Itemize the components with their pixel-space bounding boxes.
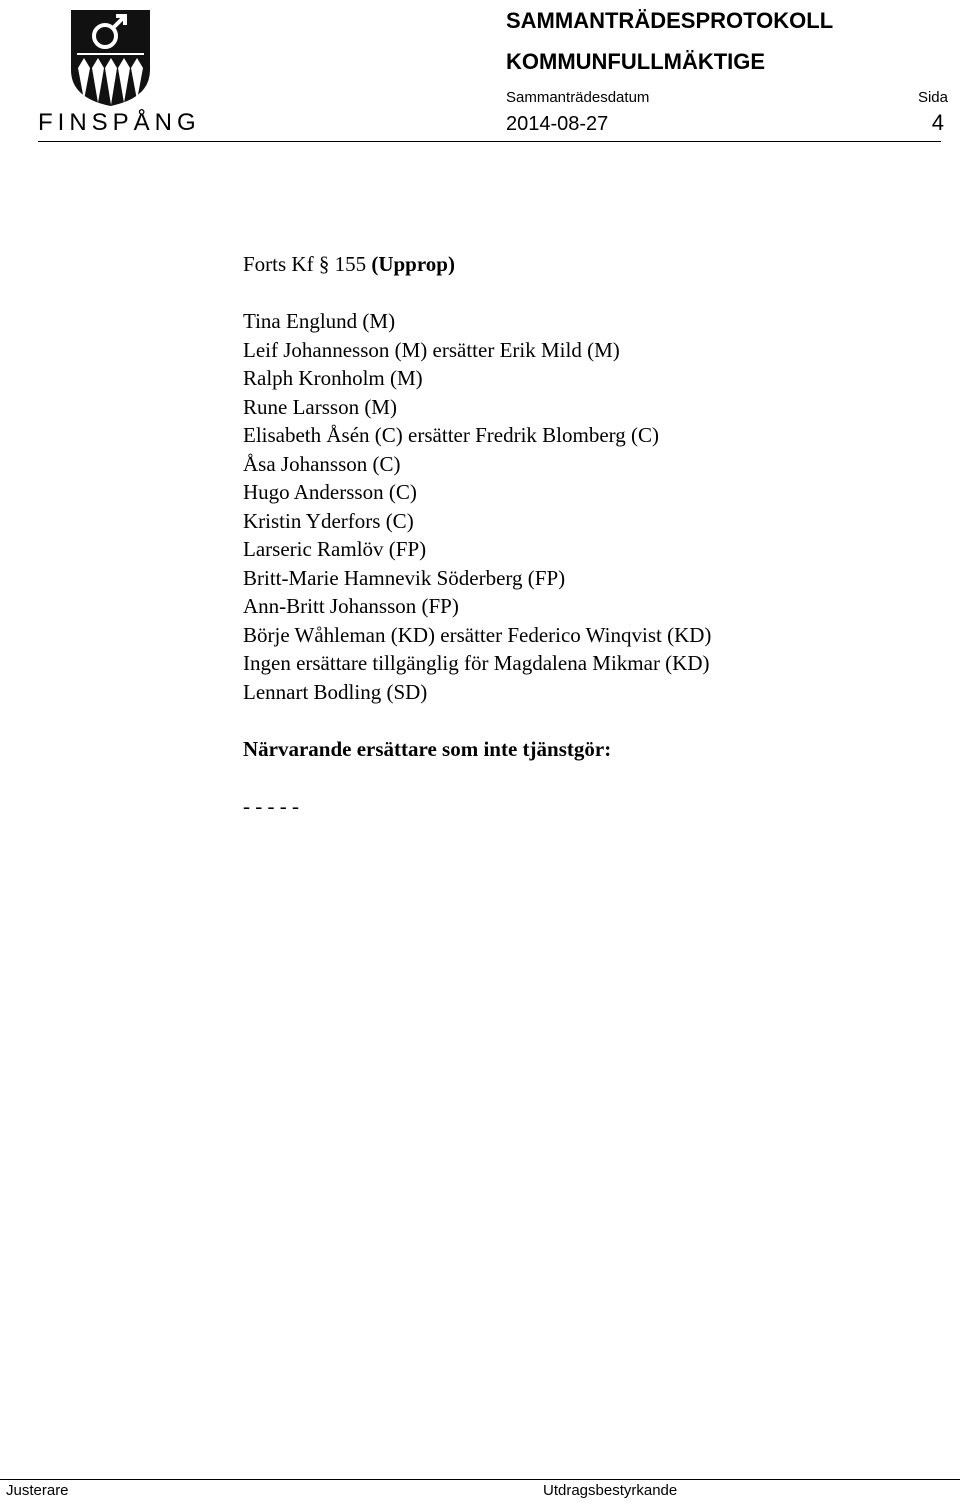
- header-divider: [38, 141, 941, 142]
- attendee-item: Larseric Ramlöv (FP): [243, 537, 427, 561]
- attendee-item: Rune Larsson (M): [243, 394, 397, 419]
- attendee-item: Börje Wåhleman (KD) ersätter Federico Winqvist (KD): [243, 622, 712, 647]
- attendee-item: Ralph Kronholm (M): [243, 366, 423, 390]
- attendee-item: Hugo Andersson (C): [243, 480, 417, 504]
- attendee-item: Lennart Bodling (SD): [243, 679, 428, 704]
- footer-justerare-label: Justerare: [6, 1482, 69, 1499]
- attendee-item: Elisabeth Åsén (C) ersätter Fredrik Blomberg (C): [243, 423, 660, 447]
- attendee-item: Britt-Marie Hamnevik Söderberg (FP): [243, 565, 566, 590]
- document-body: [243, 250, 943, 820]
- section-heading: [243, 250, 943, 279]
- attendee-list: [243, 307, 943, 706]
- document-title: SAMMANTRÄDESPROTOKOLL: [506, 8, 834, 33]
- footer-utdragsbestyrkande-label: Utdragsbestyrkande: [543, 1482, 678, 1499]
- attendee-item: Ingen ersättare tillgänglig för Magdalena Mikmar (KD): [243, 651, 710, 675]
- present-substitutes-heading: Närvarande ersättare som inte tjänstgör:: [243, 736, 612, 761]
- attendee-item: Leif Johannesson (M) ersätter Erik Mild (M): [243, 337, 620, 362]
- attendee-item: Ann-Britt Johansson (FP): [243, 594, 459, 618]
- footer-divider: [0, 1479, 960, 1480]
- attendee-item: Tina Englund (M): [243, 309, 396, 333]
- page-number: 4: [931, 110, 944, 135]
- attendee-item: Kristin Yderfors (C): [243, 508, 414, 533]
- present-substitutes-value: - - - - -: [243, 793, 299, 818]
- finspang-coat-of-arms-icon: [69, 8, 152, 108]
- section-title: (Upprop): [371, 252, 455, 276]
- page-label: Sida: [917, 89, 948, 106]
- logo-wordmark: FINSPÅNG: [38, 109, 201, 136]
- meeting-date-label: Sammanträdesdatum: [506, 89, 650, 106]
- section-prefix: Forts Kf § 155: [243, 252, 372, 276]
- municipality-logo: [38, 6, 201, 136]
- meeting-date-value: 2014-08-27: [506, 113, 609, 135]
- attendee-item: Åsa Johansson (C): [243, 451, 401, 476]
- document-subtitle: KOMMUNFULLMÄKTIGE: [506, 49, 766, 74]
